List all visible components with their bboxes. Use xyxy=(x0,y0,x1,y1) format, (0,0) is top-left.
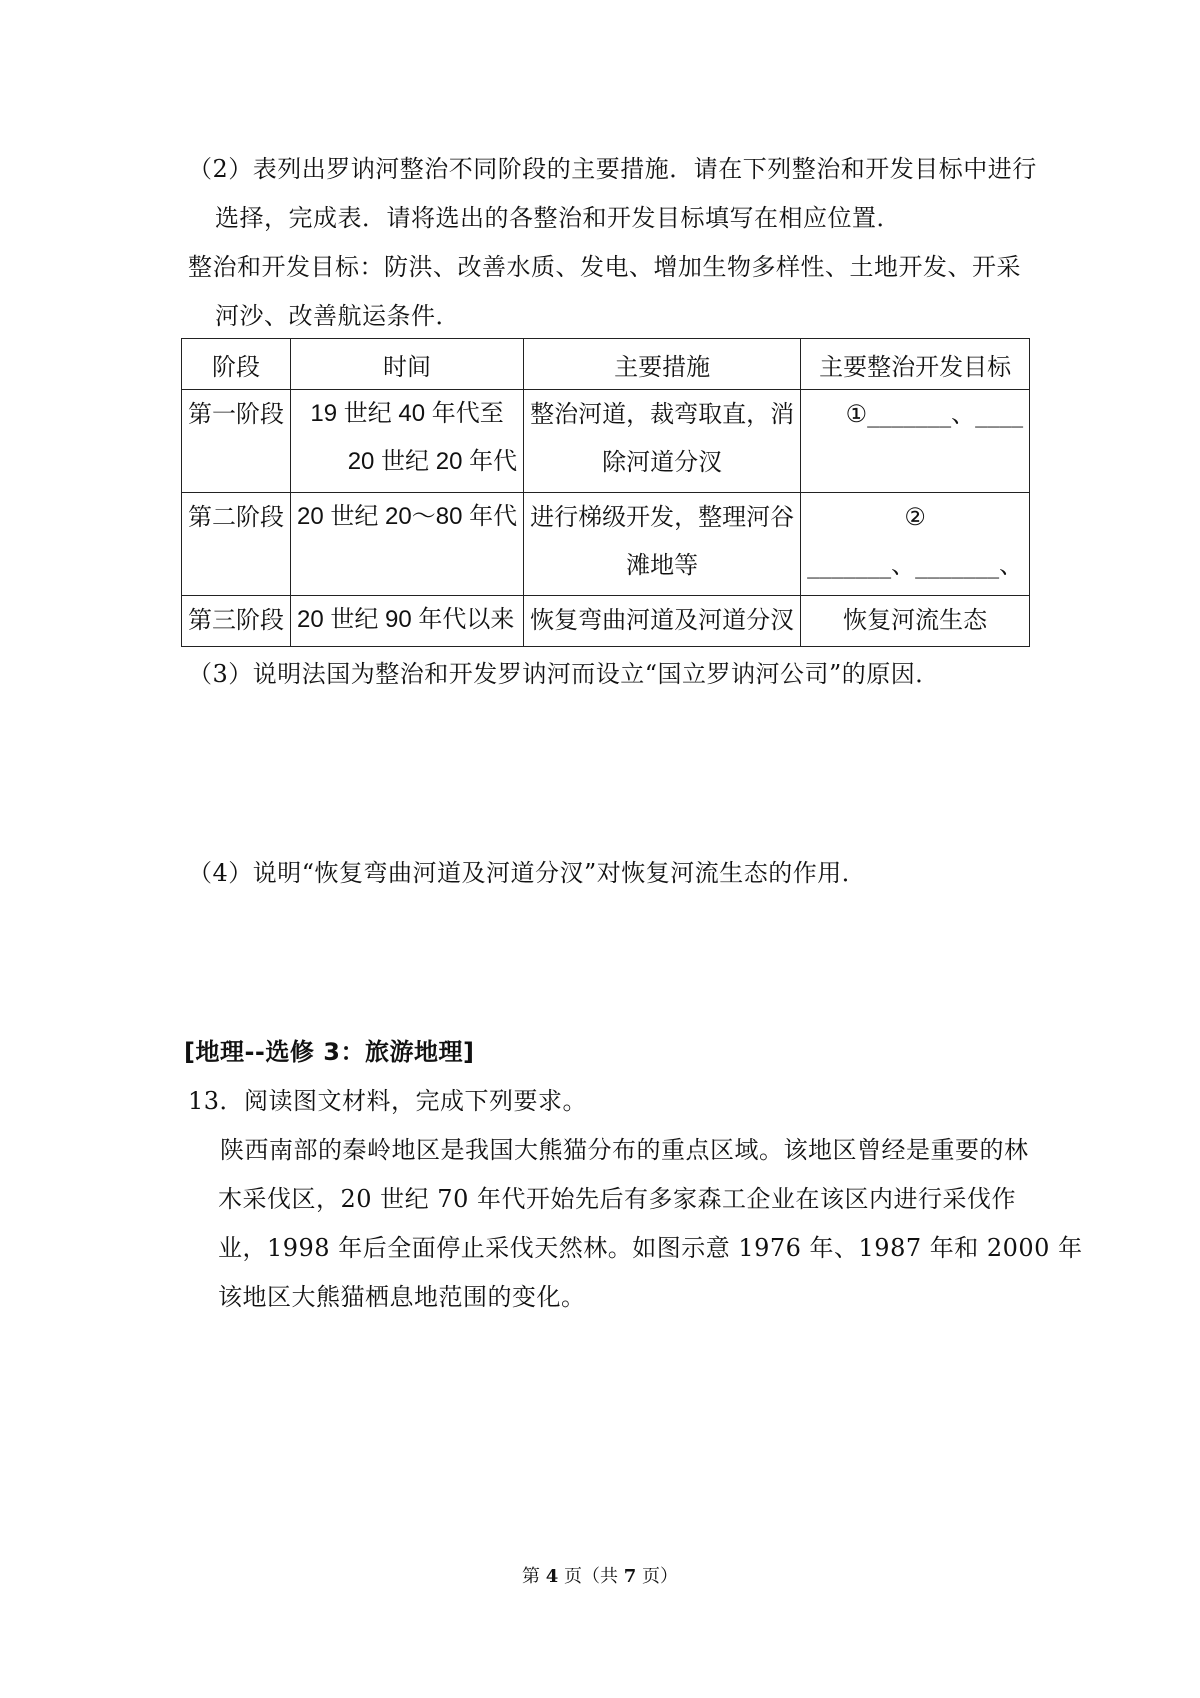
goal-answer-blank-1: ①_______、____ xyxy=(845,400,1024,428)
table-row xyxy=(182,596,1030,647)
stage-label: 第二阶段 xyxy=(188,503,284,531)
stage-cell xyxy=(182,596,291,647)
footer-middle: 页（共 xyxy=(558,1566,624,1587)
measure-line-1: 整治河道，裁弯取直，消 xyxy=(530,400,795,428)
goal-text: 恢复河流生态 xyxy=(843,606,988,634)
section-heading: [地理--选修 3：旅游地理] xyxy=(184,1038,475,1066)
q13-paragraph-line-4: 该地区大熊猫栖息地范围的变化。 xyxy=(218,1283,586,1311)
stages-table xyxy=(181,338,1030,647)
time-cell xyxy=(291,596,524,647)
goal-cell xyxy=(801,493,1030,596)
q2-intro-line-1: （2）表列出罗讷河整治不同阶段的主要措施．请在下列整治和开发目标中进行 xyxy=(188,155,1037,183)
measure-cell xyxy=(524,493,801,596)
q13-paragraph-line-2: 木采伐区，20 世纪 70 年代开始先后有多家森工企业在该区内进行采伐作 xyxy=(218,1185,1016,1213)
header-stage: 阶段 xyxy=(182,339,291,390)
goals-list-line-1: 整治和开发目标：防洪、改善水质、发电、增加生物多样性、土地开发、开采 xyxy=(188,253,1021,281)
stage-label: 第一阶段 xyxy=(188,400,284,428)
measure-line-2: 滩地等 xyxy=(626,551,699,579)
time-line-1: 20 世纪 90 年代以来 xyxy=(297,606,515,633)
time-cell xyxy=(291,390,524,493)
goal-answer-blank-2: _______、_______、 xyxy=(807,551,1024,579)
stage-cell xyxy=(182,390,291,493)
goal-cell xyxy=(801,390,1030,493)
goal-answer-marker-2: ② xyxy=(904,503,926,531)
page-footer xyxy=(0,1562,1200,1588)
header-goal: 主要整治开发目标 xyxy=(801,339,1030,390)
q13-title: 13．阅读图文材料，完成下列要求。 xyxy=(188,1087,588,1115)
footer-prefix: 第 xyxy=(522,1566,546,1587)
measure-line-2: 除河道分汊 xyxy=(602,448,723,476)
time-line-1: 19 世纪 40 年代至 xyxy=(310,400,504,427)
table-header-row xyxy=(182,339,1030,390)
goals-list-line-2: 河沙、改善航运条件． xyxy=(215,302,460,330)
q13-paragraph-line-1: 陕西南部的秦岭地区是我国大熊猫分布的重点区域。该地区曾经是重要的林 xyxy=(220,1136,1029,1164)
measure-cell xyxy=(524,390,801,493)
q3-text: （3）说明法国为整治和开发罗讷河而设立“国立罗讷河公司”的原因． xyxy=(188,660,940,688)
measure-cell xyxy=(524,596,801,647)
measure-line-1: 恢复弯曲河道及河道分汊 xyxy=(530,606,795,634)
goal-cell xyxy=(801,596,1030,647)
header-time: 时间 xyxy=(291,339,524,390)
measure-line-1: 进行梯级开发，整理河谷 xyxy=(530,503,795,531)
header-measure: 主要措施 xyxy=(524,339,801,390)
stage-label: 第三阶段 xyxy=(188,606,284,634)
time-line-2: 20 世纪 20 年代 xyxy=(347,448,518,475)
footer-page-number: 4 xyxy=(545,1566,559,1587)
footer-total-pages: 7 xyxy=(623,1566,637,1587)
time-line-1: 20 世纪 20～80 年代 xyxy=(297,503,518,530)
table-row xyxy=(182,390,1030,493)
stage-cell xyxy=(182,493,291,596)
footer-suffix: 页） xyxy=(636,1566,678,1587)
q13-paragraph-line-3: 业，1998 年后全面停止采伐天然林。如图示意 1976 年、1987 年和 2000 年 xyxy=(218,1234,1083,1262)
q4-text: （4）说明“恢复弯曲河道及河道分汊”对恢复河流生态的作用． xyxy=(188,859,867,887)
time-cell xyxy=(291,493,524,596)
q2-intro-line-2: 选择，完成表．请将选出的各整治和开发目标填写在相应位置． xyxy=(215,204,901,232)
table-row xyxy=(182,493,1030,596)
